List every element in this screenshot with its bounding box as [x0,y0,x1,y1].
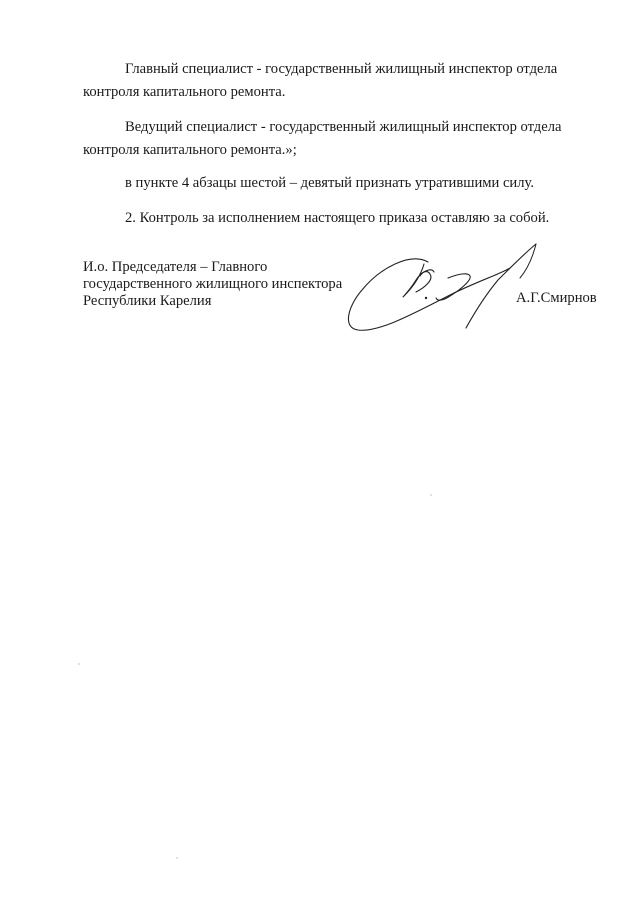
scan-speck [176,857,178,859]
signatory-position [83,259,383,310]
paragraph-clause-4 [83,172,603,195]
paragraph-control [83,207,603,230]
handwritten-signature [340,238,540,338]
signatory-position-line: Республики Карелия [83,293,212,309]
signatory-name: А.Г.Смирнов [516,290,597,306]
scan-speck [430,494,432,496]
paragraph-chief-specialist [83,58,603,104]
paragraph-leading-specialist [83,116,603,162]
paragraph-text: Ведущий специалист - государственный жилищный инспектор отдела контроля капитального ремонта.»; [83,119,562,158]
scan-speck [78,663,80,665]
signature-inner-stroke [403,264,431,297]
paragraph-text: Главный специалист - государственный жилищный инспектор отдела контроля капитального ремонта. [83,61,558,100]
signatory-position-line: И.о. Председателя – Главного [83,259,268,275]
signature-hook-stroke [520,244,536,278]
paragraph-text: 2. Контроль за исполнением настоящего приказа оставляю за собой. [125,210,550,226]
signatory-position-line: государственного жилищного инспектора [83,276,343,292]
paragraph-text: в пункте 4 абзацы шестой – девятый признать утратившими силу. [125,175,535,191]
signature-long-stroke [466,244,536,328]
signature-dot [425,297,427,299]
signature-mid-stroke [436,274,470,300]
